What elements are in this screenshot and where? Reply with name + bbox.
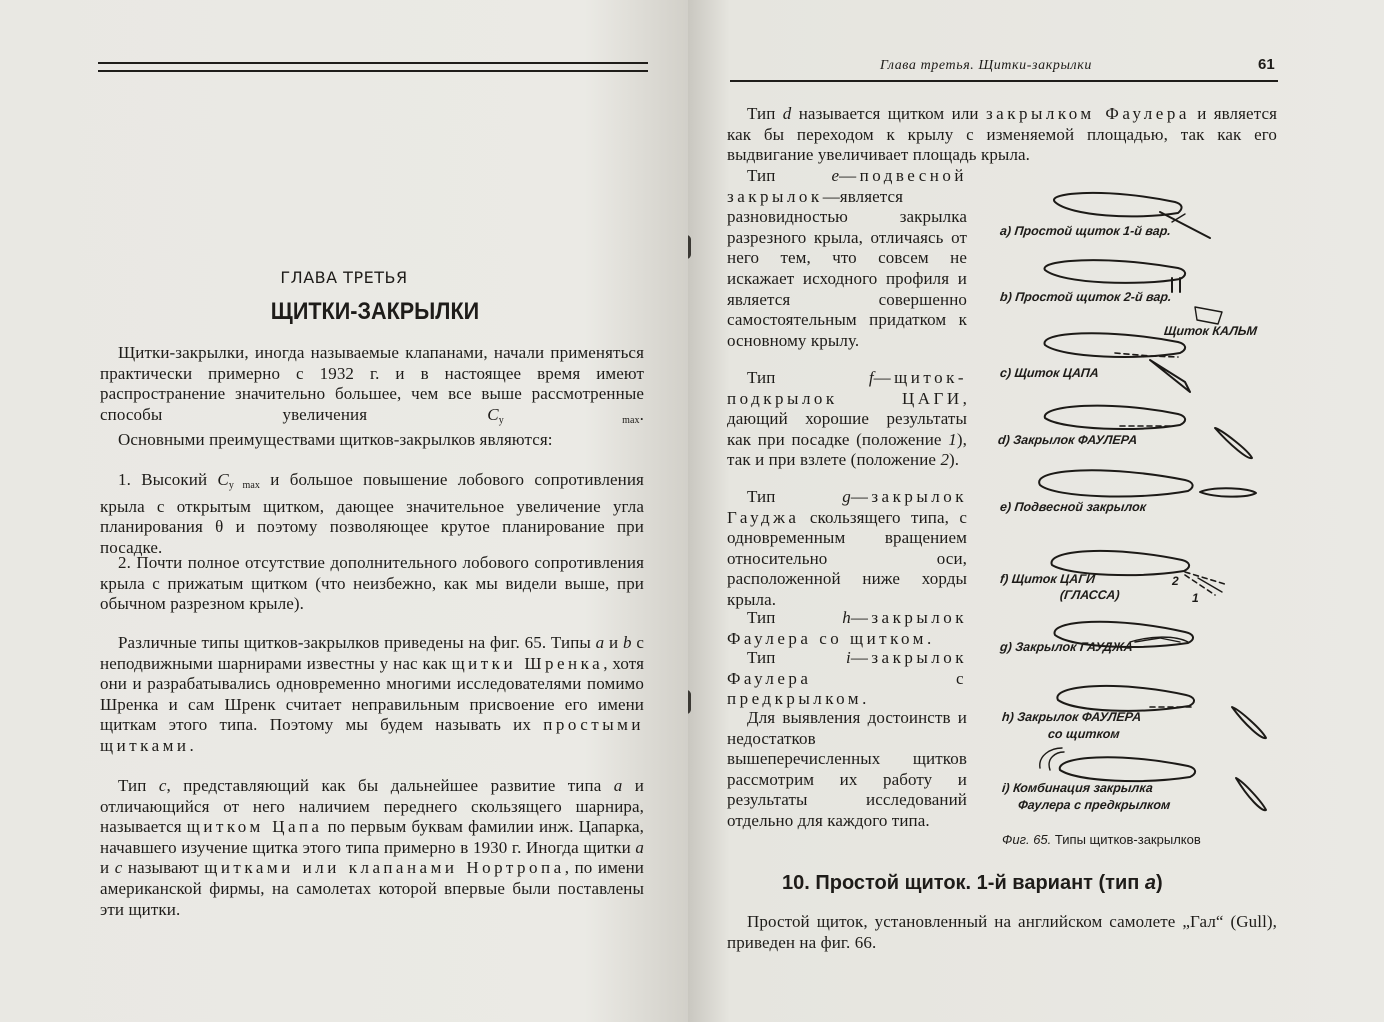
airfoil-c: [1044, 333, 1190, 392]
airfoil-b: [1044, 260, 1185, 292]
fig-label-h-sub: со щитком: [1047, 727, 1121, 741]
header-rule-top: [98, 62, 648, 64]
paragraph-type-h: Тип h—закрылок Фаулера со щитком.: [727, 608, 967, 648]
paragraph-intro: Щитки-закрылки, иногда называемые клапанами, начали применяться практически примерно с 1932 г. и в настоящее время имеют распространение значительно большее, чем все выше рассмотренные способы увеличения $C_{y max}$.: [100, 343, 645, 426]
header-rule-bottom: [98, 70, 648, 72]
header-rule: [730, 80, 1278, 82]
fig-label-c: c) Щиток ЦАПА: [999, 366, 1100, 380]
paragraph-gull: Простой щиток, установленный на английском самолете „Гал“ (Gull), приведен на фиг. 66.: [727, 912, 1277, 952]
paragraph-type-d: Тип d называется щитком или закрылком Фаулера и является как бы переходом к крылу с изменяемой площадью, так как его выдвигание увеличивает площадь крыла.: [727, 104, 1278, 165]
figure-caption: Фиг. 65. Типы щитков-закрылков: [1002, 832, 1201, 847]
paragraph-types: Различные типы щитков-закрылков приведены на фиг. 65. Типы a и b с неподвижными шарнирами известны у нас как щитки Шренка, хотя они и разрабатывались одновременно многими исследователями помимо Шренка и сам Шренк считает неправильным присвоение его имени щиткам этого типа. Поэтому мы будем называть их простыми щитками.: [100, 633, 644, 755]
fig-label-e: e) Подвесной закрылок: [999, 500, 1147, 514]
paragraph-type-c: Тип c, представляющий как бы дальнейшее развитие типа a и отличающийся от него наличием переднего скользящего шарнира, называется щитком Цапа по первым буквам фамилии инж. Цапарка, начавшего изучение щитка этого типа примерно в 1930 г. Иногда щитки a и c называют щитками или клапанами Нортропа, по имени американской фирмы, на самолетах которой впервые были поставлены эти щитки.: [100, 776, 644, 919]
fig-label-g: g) Закрылок ГАУДЖА: [999, 640, 1134, 654]
fig-label-d: d) Закрылок ФАУЛЕРА: [997, 433, 1139, 447]
section-heading: 10. Простой щиток. 1-й вариант (тип a): [782, 872, 1163, 894]
fig-label-h: h) Закрылок ФАУЛЕРА: [1001, 710, 1143, 724]
paragraph-type-i: Тип i—закрылок Фаулера с предкрылком.: [727, 648, 967, 709]
paragraph-type-f: Тип f—щиток-подкрылок ЦАГИ, дающий хорошие результаты как при посадке (положение 1), так и при взлете (положение 2).: [727, 368, 967, 470]
paragraph-type-g: Тип g—закрылок Гауджа скользящего типа, с одновременным вращением относительно оси, расположенной ниже хорды крыла.: [727, 487, 967, 609]
chapter-label: ГЛАВА ТРЕТЬЯ: [280, 268, 408, 287]
fig-label-f: f) Щиток ЦАГИ: [999, 572, 1096, 586]
fig-label-b: b) Простой щиток 2-й вар.: [999, 290, 1173, 304]
fig-label-a: a) Простой щиток 1-й вар.: [999, 224, 1172, 238]
page-number: 61: [1258, 56, 1275, 73]
fig-label-f-sub: (ГЛАССА): [1059, 588, 1121, 602]
paragraph-type-e: Тип e—подвесной закрылок—является разновидностью закрылка разрезного крыла, отличаясь от него тем, что совсем не искажает исходного профиля и является совершенно самостоятельным придатком к основному крылу.: [727, 166, 967, 350]
kalm-flap: [1195, 307, 1222, 324]
running-head: Глава третья. Щитки-закрылки: [880, 58, 1092, 73]
left-page: [0, 0, 688, 1022]
airfoil-e: [1039, 470, 1256, 496]
paragraph-item-1: 1. Высокий $C_{y max}$ и большое повышение лобового сопротивления крыла с открытым щитком, дающее значительное увеличение угла планирования θ и поэтому позволяющее крутое планирование при посадке.: [100, 470, 644, 557]
position-1-label: 1: [1192, 591, 1199, 605]
paragraph-conclusion: Для выявления достоинств и недостатков вышеперечисленных щитков рассмотрим их работу и результаты исследований отдельно для каждого типа.: [727, 708, 967, 830]
fig-label-i: i) Комбинация закрылка: [1001, 781, 1154, 795]
airfoil-d: [1045, 406, 1252, 459]
paragraph-item-2: 2. Почти полное отсутствие дополнительного лобового сопротивления крыла с прижатым щитком (что неизбежно, как мы видели выше, при обычном разрезном крыле).: [100, 553, 644, 614]
paragraph-advantages: Основными преимуществами щитков-закрылков являются:: [118, 430, 553, 449]
position-2-label: 2: [1172, 574, 1179, 588]
fig-label-i-sub: Фаулера с предкрылком: [1017, 798, 1172, 812]
binding-mark: [688, 235, 691, 259]
binding-mark: [688, 690, 691, 714]
fig-label-kalm: Щиток КАЛЬМ: [1163, 324, 1258, 338]
chapter-title: ЩИТКИ-ЗАКРЫЛКИ: [270, 298, 480, 325]
